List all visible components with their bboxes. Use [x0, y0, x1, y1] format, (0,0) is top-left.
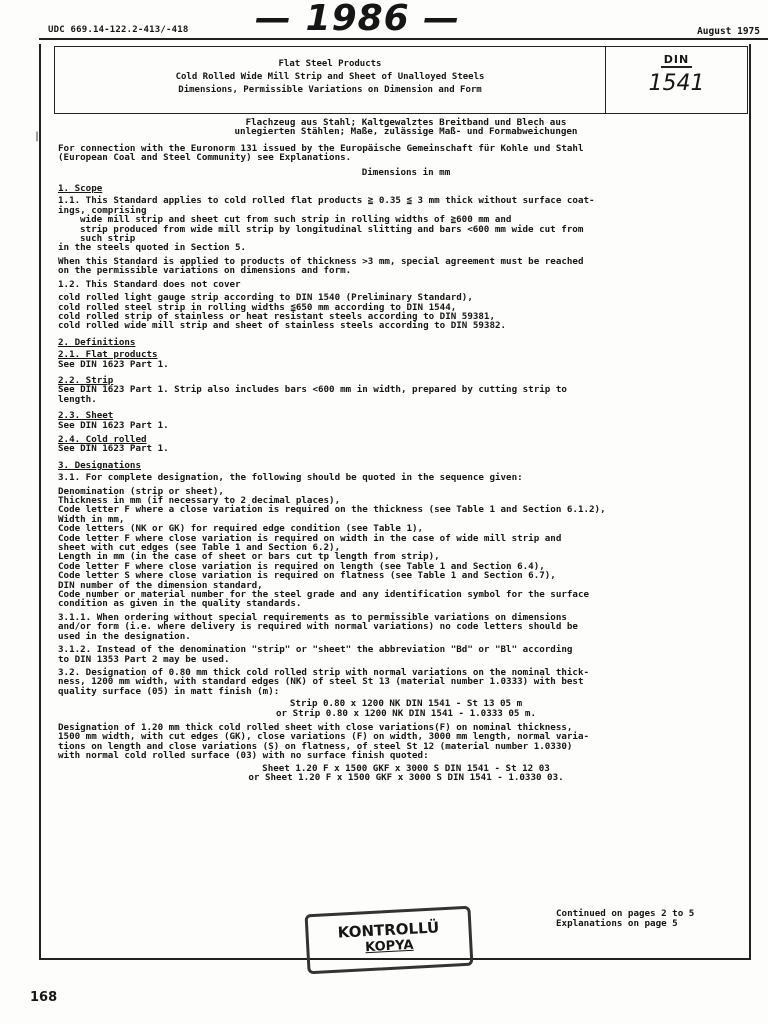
s3-1-item: condition as given in the quality standards.: [58, 598, 302, 610]
s1-1-item: strip produced from wide mill strip by longitudinal slitting and bars <600 mm wide cut from: [80, 223, 584, 235]
d2-2-heading: 2.2. Strip: [58, 374, 114, 386]
d2-2-text: length.: [58, 393, 97, 405]
d2-1-text: See DIN 1623 Part 1.: [58, 358, 169, 370]
s3-1-item: Code number or material number for the steel grade and any identification symbol for the surface: [58, 589, 590, 601]
page-number: 168: [30, 990, 58, 1005]
s1-2-line: 1.2. This Standard does not cover: [58, 278, 241, 290]
margin-mark: |: [34, 131, 41, 142]
s3-2b-line: tions on length and close variations (S) on flatness, of steel St 12 (material number 1.0330): [58, 740, 573, 752]
publication-date: August 1975: [697, 26, 760, 37]
s3-2b-line: 1500 mm width, with cut edges (GK), close variations (F) on width, 3000 mm length, normal varia-: [58, 731, 590, 743]
s3-1-item: Width in mm,: [58, 513, 125, 525]
title-line-2: Cold Rolled Wide Mill Strip and Sheet of Unalloyed Steels: [175, 72, 485, 82]
s3-1-item: Code letter F where close variation is required on width in the case of wide mill strip and: [58, 532, 562, 544]
units-note: Dimensions in mm: [361, 166, 451, 178]
example-2-line: or Sheet 1.20 F x 1500 GKF x 3000 S DIN 1541 - 1.0330 03.: [248, 771, 564, 783]
d2-4-heading: 2.4. Cold rolled: [58, 433, 147, 445]
german-title-line-2: unlegierten Stählen; Maße, zulässige Maß- und Formabweichungen: [234, 126, 578, 138]
title-line-1: Flat Steel Products: [278, 59, 382, 69]
d2-2-text: See DIN 1623 Part 1. Strip also includes bars <600 mm in width, prepared by cutting strip to: [58, 384, 567, 396]
s1-1-item: wide mill strip and sheet cut from such strip in rolling widths of ≧600 mm and: [80, 214, 512, 226]
title-line-3: Dimensions, Permissible Variations on Dimension and Form: [178, 85, 482, 95]
stamp-line-1: KONTROLLÜ: [337, 918, 440, 942]
s3-1-1-line: 3.1.1. When ordering without special requirements as to permissible variations on dimensions: [58, 611, 567, 623]
s1-1-special: When this Standard is applied to products of thickness >3 mm, special agreement must be reached: [58, 255, 584, 267]
s3-1-item: Code letter F where a close variation is required on the thickness (see Table 1 and Section 6.1.2),: [58, 504, 606, 516]
din-logo: DIN: [661, 53, 692, 68]
stamp-line-2: KOPYA: [364, 937, 414, 956]
s3-2-line: quality surface (05) in matt finish (m):: [58, 685, 280, 697]
s3-1-item: Code letters (NK or GK) for required edge condition (see Table 1),: [58, 523, 424, 535]
s3-1-2-line: to DIN 1353 Part 2 may be used.: [58, 653, 230, 665]
explanations-line: Explanations on page 5: [556, 918, 678, 929]
s3-1-item: Code letter S where close variation is required on flatness (see Table 1 and Section 6.7),: [58, 570, 556, 582]
d2-4-text: See DIN 1623 Part 1.: [58, 443, 169, 455]
title-box: [54, 46, 606, 114]
s1-1-item: such strip: [80, 233, 136, 245]
s3-1-item: Code letter F where close variation is required on length (see Table 1 and Section 6.4),: [58, 560, 545, 572]
s3-2-line: 3.2. Designation of 0.80 mm thick cold rolled strip with normal variations on the nominal thick-: [58, 666, 590, 678]
s1-1-end: in the steels quoted in Section 5.: [58, 242, 247, 254]
german-title-line-1: Flachzeug aus Stahl; Kaltgewalztes Breitband und Blech aus: [245, 117, 567, 128]
header-rule: [39, 38, 768, 40]
s3-1-2-line: 3.1.2. Instead of the denomination "strip" or "sheet" the abbreviation "Bd" or "Bl" according: [58, 644, 573, 656]
s1-1-line: ings, comprising: [58, 204, 147, 216]
s3-1-1-line: used in the designation.: [58, 630, 191, 642]
s3-1-item: DIN number of the dimension standard,: [58, 579, 263, 591]
d2-1-heading: 2.1. Flat products: [58, 349, 158, 361]
s3-1-item: sheet with cut edges (see Table 1 and Section 6.2),: [58, 542, 341, 554]
s3-2b-line: Designation of 1.20 mm thick cold rolled sheet with close variations(F) on nominal thickness,: [58, 721, 573, 733]
example-1-line: Strip 0.80 x 1200 NK DIN 1541 - St 13 05 m: [289, 698, 523, 710]
s3-1-line: 3.1. For complete designation, the following should be quoted in the sequence given:: [58, 472, 523, 484]
d2-3-text: See DIN 1623 Part 1.: [58, 419, 169, 431]
intro-line-1: For connection with the Euronorm 131 issued by the Europäische Gemeinschaft für Kohle und Stahl: [58, 142, 584, 154]
s3-1-item: Length in mm (in the case of sheet or bars cut tp length from strip),: [58, 551, 440, 563]
example-2-line: Sheet 1.20 F x 1500 GKF x 3000 S DIN 1541 - St 12 03: [262, 762, 550, 774]
s1-2-item: cold rolled strip of stainless or heat resistant steels according to DIN 59381,: [58, 310, 495, 322]
document-body: [58, 118, 754, 782]
din-number: 1541: [648, 71, 705, 96]
s3-2-line: ness, 1200 mm width, with standard edges (NK) of steel St 13 (material number 1.0333) with best: [58, 676, 584, 688]
s3-1-item: Thickness in mm (if necessary to 2 decimal places),: [58, 495, 341, 506]
s1-2-item: cold rolled wide mill strip and sheet of stainless steels according to DIN 59382.: [58, 320, 507, 332]
definitions-heading: 2. Definitions: [58, 336, 136, 348]
s3-2b-line: with normal cold rolled surface (03) with no surface finish quoted:: [58, 750, 429, 762]
s1-2-item: cold rolled light gauge strip according to DIN 1540 (Preliminary Standard),: [58, 292, 473, 304]
s1-2-item: cold rolled steel strip in rolling widths ≦650 mm according to DIN 1544,: [58, 301, 457, 313]
continued-line: Continued on pages 2 to 5: [556, 908, 695, 919]
s1-1-special: on the permissible variations on dimensions and form.: [58, 265, 352, 277]
din-box: [606, 46, 748, 114]
intro-line-2: (European Coal and Steel Community) see Explanations.: [58, 152, 352, 164]
udc-classification: UDC 669.14-122.2-413/-418: [48, 25, 189, 35]
s3-1-1-line: and/or form (i.e. where delivery is required with normal variations) no code letters should be: [58, 621, 578, 633]
kontrollu-kopya-stamp: [305, 906, 474, 975]
s1-1-line: 1.1. This Standard applies to cold rolled flat products ≧ 0.35 ≦ 3 mm thick without surface coat-: [58, 195, 595, 207]
s3-1-item: Denomination (strip or sheet),: [58, 485, 224, 497]
d2-3-heading: 2.3. Sheet: [58, 410, 114, 422]
handwritten-year: — 1986 —: [255, 0, 461, 39]
continued-note: [556, 909, 694, 929]
example-1-line: or Strip 0.80 x 1200 NK DIN 1541 - 1.0333 05 m.: [276, 707, 536, 719]
scope-heading: 1. Scope: [58, 183, 103, 195]
designations-heading: 3. Designations: [58, 459, 141, 471]
